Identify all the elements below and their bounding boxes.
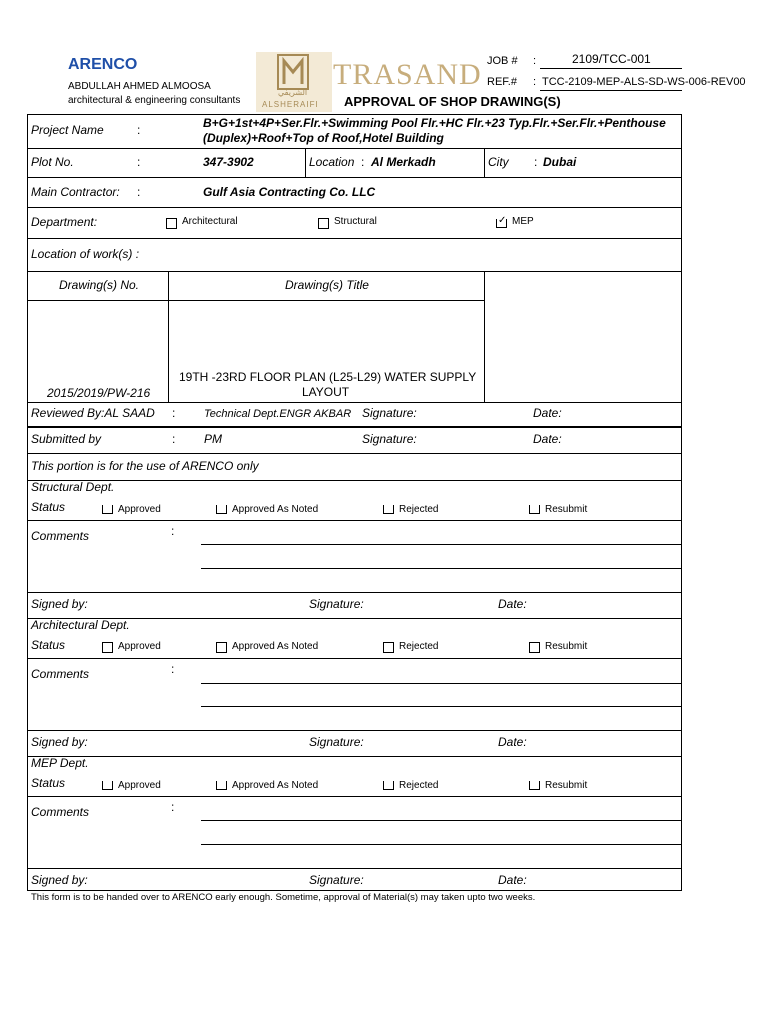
architectural-signature-label: Signature: bbox=[309, 735, 364, 749]
architectural-approved-label: Approved bbox=[118, 641, 161, 652]
mep-comments-colon: : bbox=[171, 800, 175, 814]
logo-arabic: الشريفي bbox=[278, 88, 308, 97]
architectural-date-label: Date: bbox=[498, 735, 527, 749]
architectural-approved-noted-label: Approved As Noted bbox=[232, 641, 319, 652]
plot-no-colon: : bbox=[137, 155, 141, 169]
mep-rejected-label: Rejected bbox=[399, 780, 439, 791]
architectural-comments-colon: : bbox=[171, 662, 175, 676]
ref-label: REF.# bbox=[487, 76, 517, 88]
city-label: City bbox=[488, 155, 509, 169]
structural-signature-label: Signature: bbox=[309, 597, 364, 611]
project-name-colon: : bbox=[137, 123, 141, 137]
mep-signed-by-label: Signed by: bbox=[31, 873, 88, 887]
form-border bbox=[27, 114, 682, 891]
check-icon: ✓ bbox=[498, 215, 507, 226]
mep-resubmit-checkbox[interactable] bbox=[529, 781, 540, 790]
alsheraifi-logo bbox=[256, 52, 332, 112]
reviewed-date-label: Date: bbox=[533, 406, 562, 420]
job-label: JOB # bbox=[487, 55, 518, 67]
mep-approved-noted-label: Approved As Noted bbox=[232, 780, 319, 791]
dept-structural-checkbox[interactable] bbox=[318, 218, 329, 229]
architectural-dept-title: Architectural Dept. bbox=[31, 618, 130, 632]
job-sep: : bbox=[533, 55, 537, 67]
structural-approved-checkbox[interactable] bbox=[102, 505, 113, 514]
mep-date-label: Date: bbox=[498, 873, 527, 887]
drawing-title-header: Drawing(s) Title bbox=[285, 278, 369, 292]
submitted-by-value: PM bbox=[204, 432, 222, 446]
structural-comments-label: Comments bbox=[31, 529, 90, 543]
structural-comment-line-1[interactable] bbox=[201, 544, 682, 545]
mep-comment-line-1[interactable] bbox=[201, 820, 682, 821]
structural-rejected-label: Rejected bbox=[399, 504, 439, 515]
architectural-resubmit-label: Resubmit bbox=[545, 641, 588, 652]
structural-dept-title: Structural Dept. bbox=[31, 480, 115, 494]
drawing-title-line1: 19TH -23RD FLOOR PLAN (L25-L29) WATER SUPPLY bbox=[179, 370, 477, 384]
architectural-comments-label: Comments bbox=[31, 667, 90, 681]
main-contractor-colon: : bbox=[137, 185, 141, 199]
project-name-value-2: (Duplex)+Roof+Top of Roof,Hotel Building bbox=[203, 131, 444, 145]
mep-approved-noted-checkbox[interactable] bbox=[216, 781, 227, 790]
structural-approved-noted-checkbox[interactable] bbox=[216, 505, 227, 514]
trasand-logo-text: TRASAND bbox=[333, 58, 482, 91]
submitted-by-label: Submitted by bbox=[31, 432, 102, 446]
location-of-work-label: Location of work(s) : bbox=[31, 247, 140, 261]
structural-comment-line-2[interactable] bbox=[201, 568, 682, 569]
structural-rejected-checkbox[interactable] bbox=[383, 505, 394, 514]
logo-subtitle: ALSHERAIFI bbox=[262, 100, 319, 109]
submitted-by-colon: : bbox=[172, 432, 176, 446]
structural-status-label: Status bbox=[31, 500, 66, 514]
location-label: Location bbox=[309, 155, 355, 169]
mep-dept-title: MEP Dept. bbox=[31, 756, 89, 770]
structural-approved-label: Approved bbox=[118, 504, 161, 515]
architectural-signed-by-label: Signed by: bbox=[31, 735, 88, 749]
structural-date-label: Date: bbox=[498, 597, 527, 611]
drawing-title-line2: LAYOUT bbox=[302, 385, 350, 399]
form-title: APPROVAL OF SHOP DRAWING(S) bbox=[344, 94, 561, 109]
structural-comments-colon: : bbox=[171, 524, 175, 538]
plot-no-value: 347-3902 bbox=[203, 155, 254, 169]
ref-sep: : bbox=[533, 76, 537, 88]
plot-no-label: Plot No. bbox=[31, 155, 74, 169]
architectural-comment-line-2[interactable] bbox=[201, 706, 682, 707]
arenco-use-note: This portion is for the use of ARENCO only bbox=[31, 459, 259, 473]
drawing-number: 2015/2019/PW-216 bbox=[47, 386, 151, 400]
main-contractor-label: Main Contractor: bbox=[31, 185, 120, 199]
mep-comments-label: Comments bbox=[31, 805, 90, 819]
city-value: Dubai bbox=[543, 155, 577, 169]
dept-mep-label: MEP bbox=[512, 216, 534, 227]
dept-architectural-label: Architectural bbox=[182, 216, 238, 227]
architectural-resubmit-checkbox[interactable] bbox=[529, 642, 540, 653]
architectural-status-label: Status bbox=[31, 638, 66, 652]
department-label: Department: bbox=[31, 215, 98, 229]
reviewed-signature-label: Signature: bbox=[362, 406, 417, 420]
city-colon: : bbox=[534, 155, 538, 169]
reviewed-by-label: Reviewed By:AL SAAD bbox=[31, 406, 155, 420]
job-number: 2109/TCC-001 bbox=[572, 52, 651, 66]
reviewed-by-colon: : bbox=[172, 406, 176, 420]
footer-note: This form is to be handed over to ARENCO early enough. Sometime, approval of Material(s) may taken upto two weeks. bbox=[31, 892, 536, 903]
structural-approved-noted-label: Approved As Noted bbox=[232, 504, 319, 515]
mep-signature-label: Signature: bbox=[309, 873, 364, 887]
company-line3: architectural & engineering consultants bbox=[68, 95, 241, 106]
architectural-approved-noted-checkbox[interactable] bbox=[216, 642, 227, 653]
ref-number: TCC-2109-MEP-ALS-SD-WS-006-REV00 bbox=[542, 76, 746, 88]
mep-approved-checkbox[interactable] bbox=[102, 781, 113, 790]
location-colon: : bbox=[361, 155, 365, 169]
mep-resubmit-label: Resubmit bbox=[545, 780, 588, 791]
mep-comment-line-2[interactable] bbox=[201, 844, 682, 845]
structural-signed-by-label: Signed by: bbox=[31, 597, 88, 611]
mep-rejected-checkbox[interactable] bbox=[383, 781, 394, 790]
company-line2: ABDULLAH AHMED ALMOOSA bbox=[68, 81, 211, 92]
structural-resubmit-label: Resubmit bbox=[545, 504, 588, 515]
architectural-rejected-checkbox[interactable] bbox=[383, 642, 394, 653]
submitted-date-label: Date: bbox=[533, 432, 562, 446]
drawing-no-header: Drawing(s) No. bbox=[59, 278, 140, 292]
dept-structural-label: Structural bbox=[334, 216, 377, 227]
location-value: Al Merkadh bbox=[371, 155, 436, 169]
architectural-approved-checkbox[interactable] bbox=[102, 642, 113, 653]
dept-architectural-checkbox[interactable] bbox=[166, 218, 177, 229]
architectural-rejected-label: Rejected bbox=[399, 641, 439, 652]
submitted-signature-label: Signature: bbox=[362, 432, 417, 446]
reviewed-by-value: Technical Dept.ENGR AKBAR bbox=[204, 408, 352, 420]
mep-status-label: Status bbox=[31, 776, 66, 790]
mep-approved-label: Approved bbox=[118, 780, 161, 791]
structural-resubmit-checkbox[interactable] bbox=[529, 505, 540, 514]
dept-mep-checkbox[interactable] bbox=[496, 215, 507, 228]
main-contractor-value: Gulf Asia Contracting Co. LLC bbox=[203, 185, 376, 199]
project-name-value-1: B+G+1st+4P+Ser.Flr.+Swimming Pool Flr.+HC Flr.+23 Typ.Flr.+Ser.Flr.+Penthouse bbox=[203, 116, 666, 130]
architectural-comment-line-1[interactable] bbox=[201, 683, 682, 684]
project-name-label: Project Name bbox=[31, 123, 104, 137]
company-name: ARENCO bbox=[68, 56, 138, 73]
